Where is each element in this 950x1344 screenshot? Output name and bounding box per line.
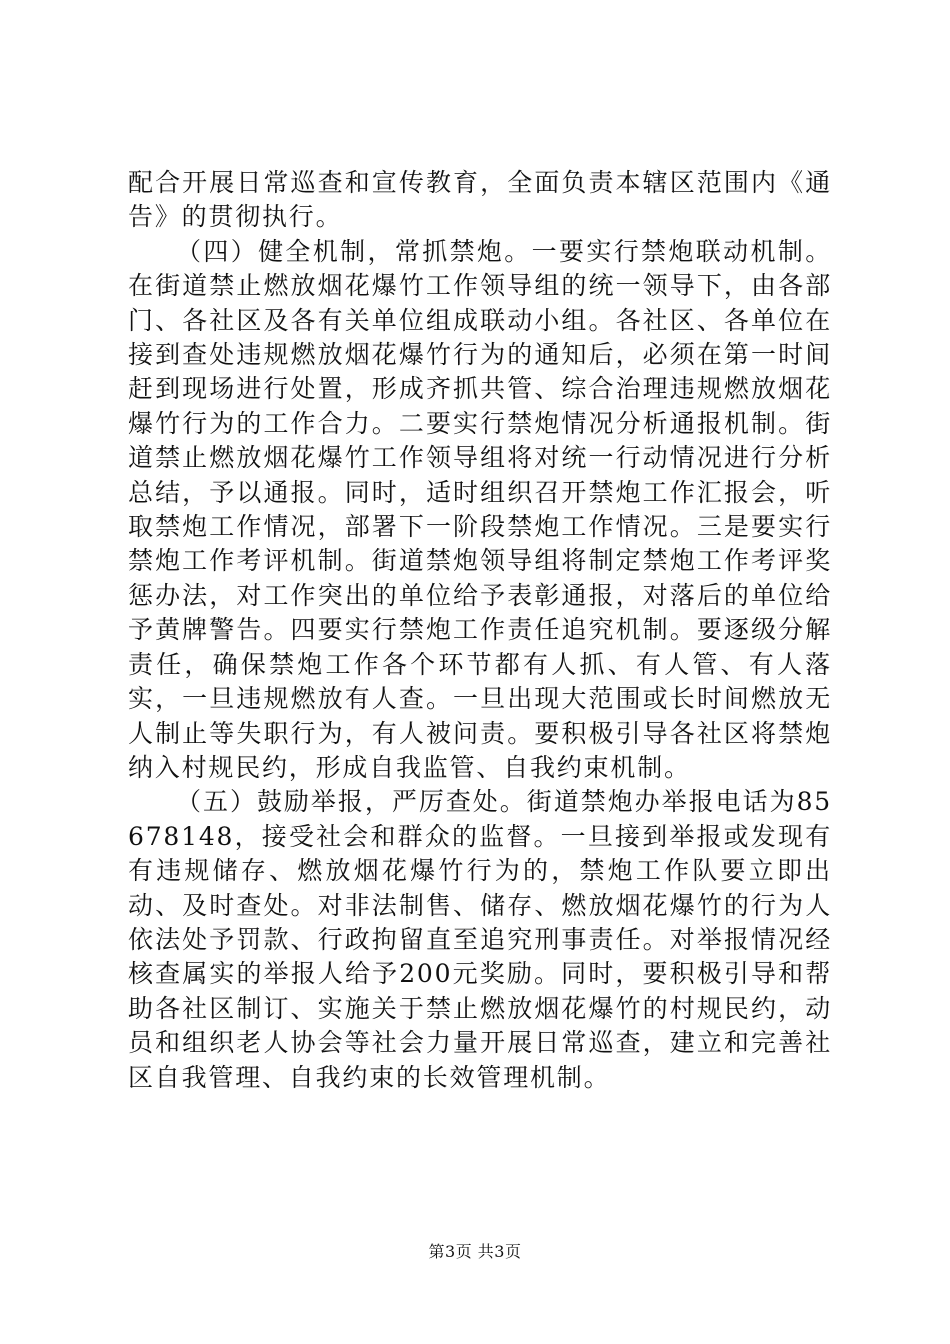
paragraph-section-five: （五）鼓励举报，严厉查处。街道禁炮办举报电话为85678148，接受社会和群众的监督。一旦接到举报或发现有有违规储存、燃放烟花爆竹行为的，禁炮工作队要立即出动、及时查处。对非法制售、储存、燃放烟花爆竹的行为人依法处予罚款、行政拘留直至追究刑事责任。对举报情况经核查属实的举报人给予200元奖励。同时，要积极引导和帮助各社区制订、实施关于禁止燃放烟花爆竹的村规民约，动员和组织老人协会等社会力量开展日常巡查，建立和完善社区自我管理、自我约束的长效管理机制。 (128, 787, 832, 1092)
document-body (128, 166, 832, 1095)
paragraph-section-four: （四）健全机制，常抓禁炮。一要实行禁炮联动机制。在街道禁止燃放烟花爆竹工作领导组的统一领导下，由各部门、各社区及各有关单位组成联动小组。各社区、各单位在接到查处违规燃放烟花爆竹行为的通知后，必须在第一时间赶到现场进行处置，形成齐抓共管、综合治理违规燃放烟花爆竹行为的工作合力。二要实行禁炮情况分析通报机制。街道禁止燃放烟花爆竹工作领导组将对统一行动情况进行分析总结，予以通报。同时，适时组织召开禁炮工作汇报会，听取禁炮工作情况，部署下一阶段禁炮工作情况。三是要实行禁炮工作考评机制。街道禁炮领导组将制定禁炮工作考评奖惩办法，对工作突出的单位给予表彰通报，对落后的单位给予黄牌警告。四要实行禁炮工作责任追究机制。要逐级分解责任，确保禁炮工作各个环节都有人抓、有人管、有人落实，一旦违规燃放有人查。一旦出现大范围或长时间燃放无人制止等失职行为，有人被问责。要积极引导各社区将禁炮纳入村规民约，形成自我监管、自我约束机制。 (128, 236, 832, 782)
page-footer: 第3页 共3页 (428, 1242, 522, 1261)
paragraph-continuation: 配合开展日常巡查和宣传教育，全面负责本辖区范围内《通告》的贯彻执行。 (128, 168, 832, 232)
